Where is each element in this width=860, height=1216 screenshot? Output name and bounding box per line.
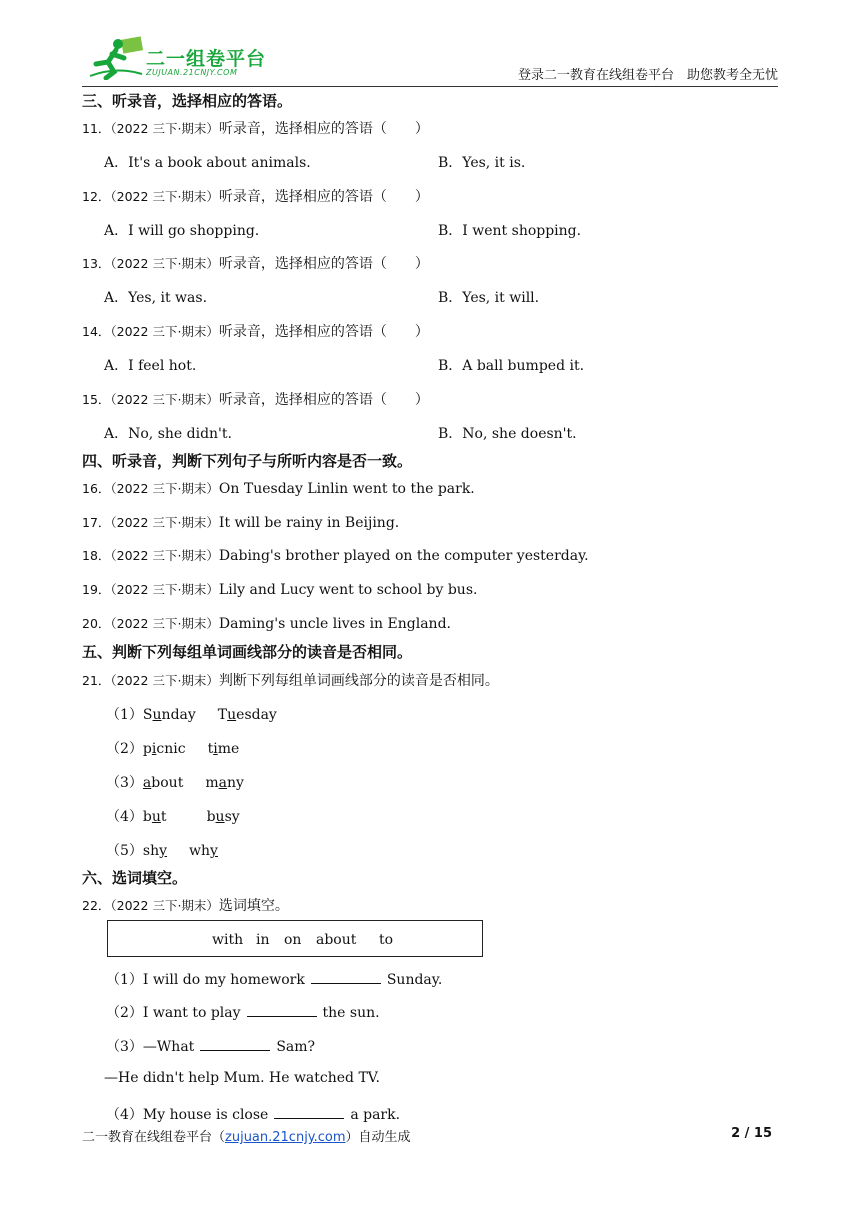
blank-input[interactable]: [200, 1038, 270, 1051]
section-5-title: 五、判断下列每组单词画线部分的读音是否相同。: [82, 643, 413, 661]
header-divider: [82, 86, 778, 87]
word-bank-item: on: [284, 932, 302, 948]
word-pair-4: （4）but busy: [106, 809, 240, 825]
site-logo[interactable]: [88, 36, 268, 80]
question-11: 11．（2022 三下·期末）听录音，选择相应的答语（ ）: [82, 121, 429, 137]
runner-logo-icon: [88, 36, 144, 80]
q15-option-b[interactable]: B．No, she doesn't.: [438, 426, 577, 442]
q12-option-a[interactable]: A．I will go shopping.: [104, 223, 260, 239]
fill-item-3-reply: —He didn't help Mum. He watched TV.: [104, 1070, 380, 1086]
footer-source: 二一教育在线组卷平台（zujuan.21cnjy.com）自动生成: [82, 1130, 411, 1145]
q13-option-b[interactable]: B．Yes, it will.: [438, 290, 540, 306]
logo-subtext: ZUJUAN.21CNJY.COM: [146, 68, 238, 77]
question-14: 14．（2022 三下·期末）听录音，选择相应的答语（ ）: [82, 324, 429, 340]
fill-item-1: （1）I will do my homework Sunday.: [106, 972, 443, 988]
fill-item-2: （2）I want to play the sun.: [106, 1005, 380, 1021]
q12-option-b[interactable]: B．I went shopping.: [438, 223, 582, 239]
section-4-title: 四、听录音，判断下列句子与所听内容是否一致。: [82, 452, 413, 470]
question-19: 19．（2022 三下·期末）Lily and Lucy went to school by bus.: [82, 582, 478, 598]
word-bank-item: about: [316, 932, 357, 948]
page-number: 2 / 15: [731, 1126, 772, 1141]
q15-option-a[interactable]: A．No, she didn't.: [104, 426, 232, 442]
question-12: 12．（2022 三下·期末）听录音，选择相应的答语（ ）: [82, 189, 429, 205]
word-pair-1: （1）Sunday Tuesday: [106, 707, 277, 723]
word-bank-item: in: [256, 932, 270, 948]
fill-item-4: （4）My house is close a park.: [106, 1107, 401, 1123]
question-13: 13．（2022 三下·期末）听录音，选择相应的答语（ ）: [82, 256, 429, 272]
question-17: 17．（2022 三下·期末）It will be rainy in Beijing.: [82, 515, 400, 531]
blank-input[interactable]: [274, 1106, 344, 1119]
q11-option-a[interactable]: A．It's a book about animals.: [104, 155, 311, 171]
q14-option-b[interactable]: B．A ball bumped it.: [438, 358, 585, 374]
question-20: 20．（2022 三下·期末）Daming's uncle lives in England.: [82, 616, 451, 632]
word-pair-2: （2）picnic time: [106, 741, 240, 757]
fill-item-3: （3）—What Sam?: [106, 1039, 316, 1055]
section-3-title: 三、听录音，选择相应的答语。: [82, 92, 293, 110]
question-21: 21．（2022 三下·期末）判断下列每组单词画线部分的读音是否相同。: [82, 673, 499, 689]
q11-option-b[interactable]: B．Yes, it is.: [438, 155, 526, 171]
footer-link[interactable]: zujuan.21cnjy.com: [225, 1130, 346, 1145]
word-pair-3: （3）about many: [106, 775, 244, 791]
header-slogan: 登录二一教育在线组卷平台 助您教考全无忧: [517, 68, 778, 83]
question-22: 22．（2022 三下·期末）选词填空。: [82, 898, 289, 914]
word-pair-5: （5）shy why: [106, 843, 218, 859]
logo-text: 二一组卷平台: [146, 48, 267, 70]
q14-option-a[interactable]: A．I feel hot.: [104, 358, 197, 374]
q13-option-a[interactable]: A．Yes, it was.: [104, 290, 208, 306]
blank-input[interactable]: [311, 971, 381, 984]
question-15: 15．（2022 三下·期末）听录音，选择相应的答语（ ）: [82, 392, 429, 408]
question-16: 16．（2022 三下·期末）On Tuesday Linlin went to the park.: [82, 481, 475, 497]
word-bank-item: to: [379, 932, 394, 948]
word-bank-item: with: [212, 932, 244, 948]
blank-input[interactable]: [247, 1004, 317, 1017]
section-6-title: 六、选词填空。: [82, 869, 188, 887]
word-bank-box: [107, 920, 483, 957]
question-18: 18．（2022 三下·期末）Dabing's brother played on the computer yesterday.: [82, 548, 589, 564]
